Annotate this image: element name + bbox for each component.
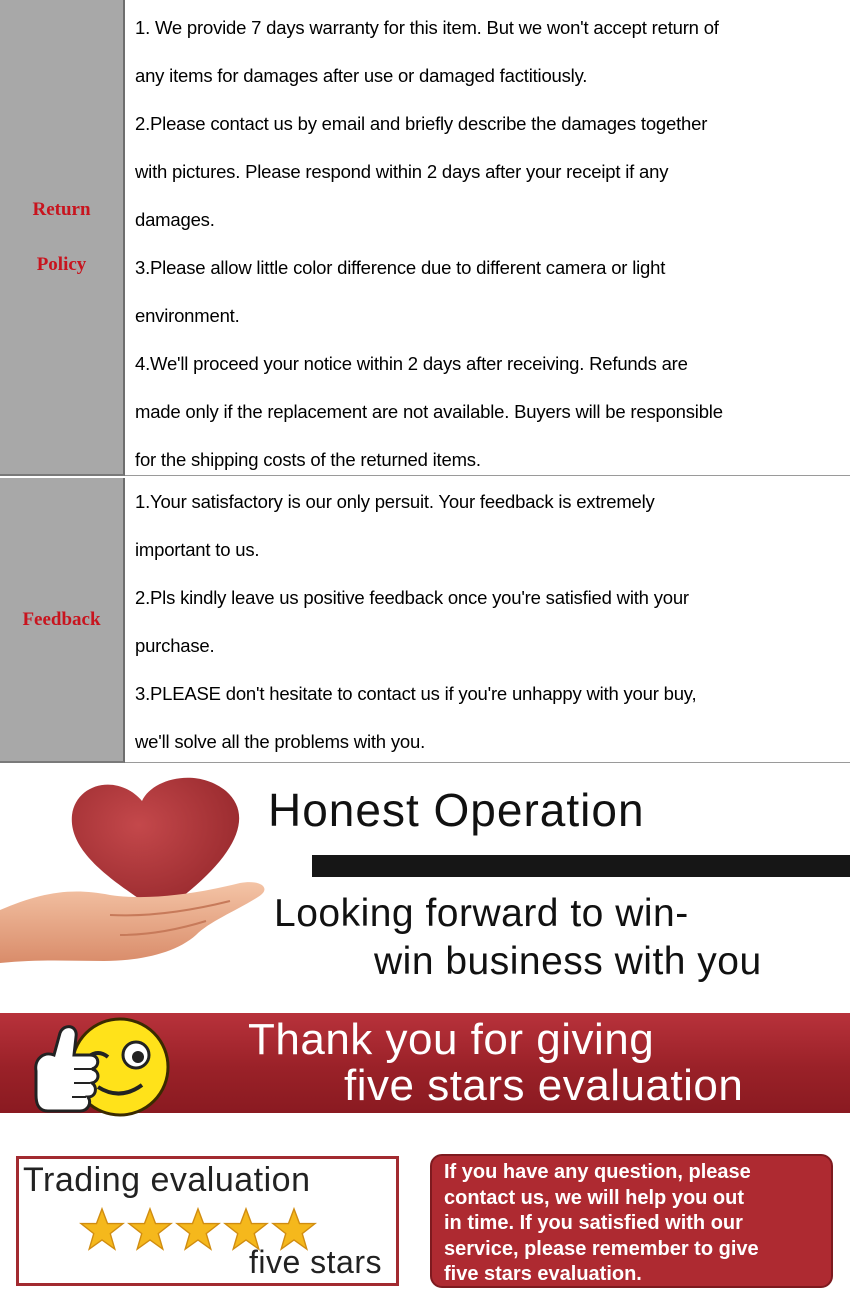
feedback-line: important to us.: [135, 539, 260, 560]
contact-line: If you have any question, please: [444, 1161, 751, 1183]
honest-operation-title: Honest Operation: [268, 784, 645, 836]
trading-evaluation-box: [16, 1156, 399, 1286]
thank-you-line: Thank you for giving: [248, 1015, 655, 1064]
policy-line: 1. We provide 7 days warranty for this item. But we won't accept return of: [135, 17, 719, 38]
return-policy-text: [125, 0, 850, 476]
contact-line: service, please remember to give: [444, 1237, 759, 1260]
trading-evaluation-subtitle: five stars: [248, 1244, 382, 1280]
honest-divider-bar: [312, 855, 850, 877]
thank-you-line: five stars evaluation: [344, 1061, 744, 1110]
policy-line: any items for damages after use or damaged factitiously.: [135, 65, 588, 86]
contact-message-box: [430, 1154, 833, 1288]
feedback-line: 2.Pls kindly leave us positive feedback once you're satisfied with your: [135, 587, 689, 608]
hand-shape: [0, 882, 264, 963]
honest-operation-section: [0, 765, 850, 1005]
honest-sub-line: Looking forward to win-: [274, 892, 689, 935]
policy-line: 4.We'll proceed your notice within 2 days after receiving. Refunds are: [135, 353, 688, 374]
thank-you-text: [248, 1017, 743, 1109]
star-icon: [79, 1207, 125, 1251]
policy-line: environment.: [135, 305, 240, 326]
star-icon: [127, 1207, 173, 1251]
heart-hand-icon: [0, 765, 280, 1005]
honest-sub-line: win business with you: [374, 940, 762, 983]
star-icon: [175, 1207, 221, 1251]
policy-line: 3.Please allow little color difference due to different camera or light: [135, 257, 666, 278]
feedback-line: purchase.: [135, 635, 215, 656]
contact-line: contact us, we will help you out: [444, 1186, 745, 1209]
feedback-line: 3.PLEASE don't hesitate to contact us if you're unhappy with your buy,: [135, 683, 697, 704]
trading-evaluation-title: Trading evaluation: [23, 1161, 311, 1199]
honest-operation-subtitle: [268, 890, 848, 986]
contact-line: five stars evaluation.: [444, 1263, 642, 1285]
feedback-line: 1.Your satisfactory is our only persuit. Your feedback is extremely: [135, 491, 655, 512]
contact-line: in time. If you satisfied with our: [444, 1212, 743, 1234]
feedback-text: [125, 478, 850, 763]
policy-line: damages.: [135, 209, 215, 230]
feedback-label: Feedback: [0, 478, 125, 763]
policy-line: made only if the replacement are not available. Buyers will be responsible: [135, 401, 723, 422]
feedback-line: we'll solve all the problems with you.: [135, 731, 426, 752]
policy-line: with pictures. Please respond within 2 days after your receipt if any: [135, 161, 669, 182]
return-policy-section: [0, 0, 850, 476]
thumbs-up-smiley-icon: [28, 1011, 178, 1121]
policy-line: 2.Please contact us by email and briefly describe the damages together: [135, 113, 708, 134]
policy-line: for the shipping costs of the returned items.: [135, 449, 481, 470]
return-policy-label: [0, 0, 125, 476]
feedback-section: [0, 478, 850, 763]
return-policy-label-line: Policy: [36, 254, 87, 275]
thank-you-banner: [0, 1013, 850, 1113]
return-policy-label-line: Return: [32, 199, 91, 220]
